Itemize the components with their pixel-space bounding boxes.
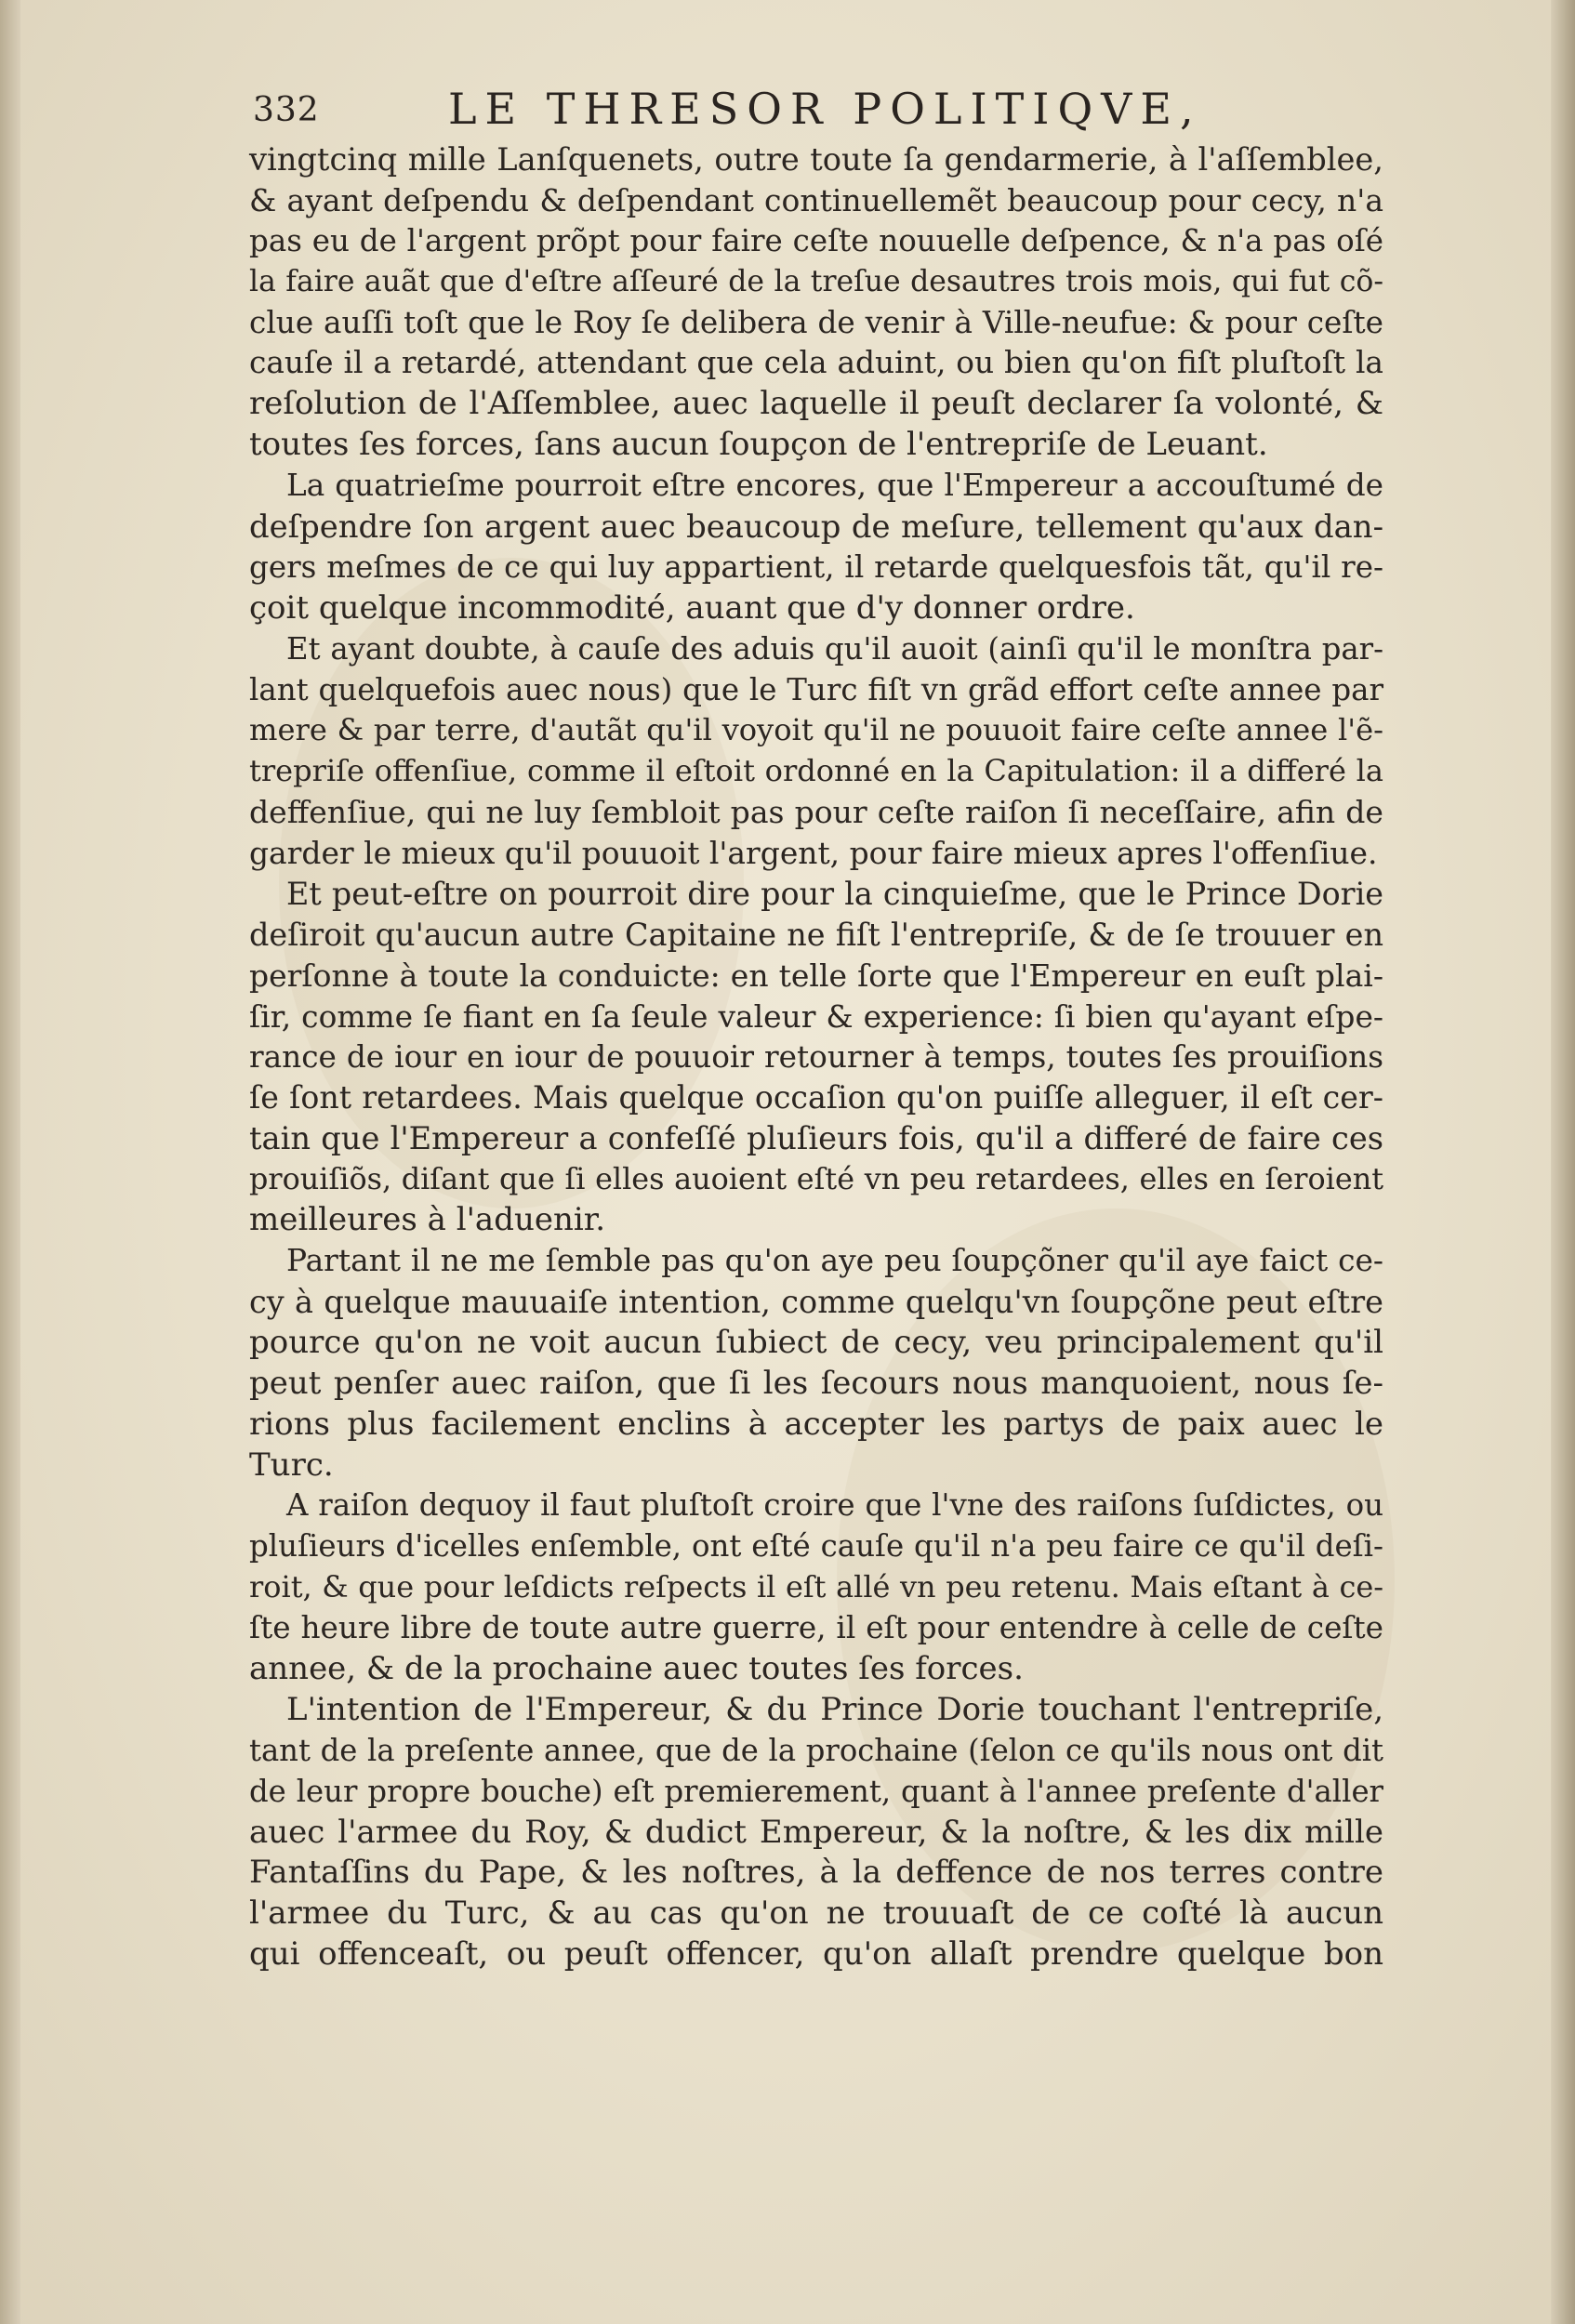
text-line: deſiroit qu'aucun autre Capitaine ne fiſt l'entrepriſe, & de ſe trouuer en <box>249 916 1383 953</box>
text-line: garder le mieux qu'il pouuoit l'argent, pour faire mieux apres l'offenſiue. <box>249 835 1378 872</box>
body-text <box>249 139 1383 1975</box>
text-line: pource qu'on ne voit aucun ſubiect de cecy, veu principalement qu'il <box>249 1323 1383 1361</box>
text-line: Fantaſſins du Pape, & les noſtres, à la deffence de nos terres contre <box>249 1854 1383 1892</box>
text-line: ſe ſont retardees. Mais quelque occaſion qu'on puiſſe alleguer, il eſt cer- <box>249 1079 1383 1116</box>
text-line: prouiſiõs, diſant que ſi elles auoient eſté vn peu retardees, elles en ſeroient <box>249 1161 1383 1197</box>
text-line: gers meſmes de ce qui luy appartient, il retarde quelquesfois tãt, qu'il re- <box>249 548 1383 585</box>
running-header <box>253 84 1257 139</box>
text-line: cy à quelque mauuaiſe intention, comme quelqu'vn ſoupçõne peut eſtre <box>249 1283 1383 1320</box>
text-line: A raiſon dequoy il faut pluſtoſt croire que l'vne des raiſons ſuſdictes, ou <box>286 1487 1383 1524</box>
text-line: perſonne à toute la conduicte: en telle ſorte que l'Empereur en euſt plai- <box>249 957 1383 994</box>
text-line: tain que l'Empereur a confeſſé pluſieurs fois, qu'il a differé de faire ces <box>249 1120 1383 1157</box>
text-line: rance de iour en iour de pouuoir retourner à temps, toutes ſes prouiſions <box>249 1038 1383 1075</box>
page-number: 332 <box>253 91 320 129</box>
text-line: rions plus facilement enclins à accepter les partys de paix auec le <box>249 1405 1383 1443</box>
text-line: trepriſe offenſiue, comme il eſtoit ordonné en la Capitulation: il a differé la <box>249 753 1383 789</box>
running-title: LE THRESOR POLITIQVE, <box>448 84 1202 134</box>
text-line: meilleures à l'aduenir. <box>249 1201 606 1239</box>
text-line: ſte heure libre de toute autre guerre, il eſt pour entendre à celle de ceſte <box>249 1610 1383 1646</box>
text-line: la faire auãt que d'eſtre aſſeuré de la treſue desautres trois mois, qui fut cõ- <box>249 264 1383 298</box>
text-line: clue auſſi toſt que le Roy ſe delibera de venir à Ville-neufue: & pour ceſte <box>249 304 1383 340</box>
text-line: mere & par terre, d'autãt qu'il voyoit qu'il ne pouuoit faire ceſte annee l'ẽ- <box>249 712 1383 748</box>
text-line: deffenſiue, qui ne luy ſembloit pas pour ceſte raiſon ſi neceſſaire, afin de <box>249 794 1383 831</box>
text-line: pluſieurs d'icelles enſemble, ont eſté cauſe qu'il n'a peu faire ce qu'il deſi- <box>249 1528 1383 1565</box>
text-line: reſolution de l'Aſſemblee, auec laquelle il peuſt declarer ſa volonté, & <box>249 385 1383 423</box>
text-line: pas eu de l'argent prõpt pour faire ceſte nouuelle deſpence, & n'a pas oſé <box>249 222 1383 258</box>
text-line: toutes ſes forces, ſans aucun ſoupçon de l'entrepriſe de Leuant. <box>249 426 1268 464</box>
text-line: Et ayant doubte, à cauſe des aduis qu'il auoit (ainſi qu'il le monſtra par- <box>286 630 1383 667</box>
text-line: La quatrieſme pourroit eſtre encores, que l'Empereur a accouſtumé de <box>286 468 1383 504</box>
text-line: lant quelquefois auec nous) que le Turc fiſt vn grãd effort ceſte annee par <box>249 671 1383 707</box>
text-line: auec l'armee du Roy, & dudict Empereur, & la noſtre, & les dix mille <box>249 1813 1383 1851</box>
text-line: çoit quelque incommodité, auant que d'y donner ordre. <box>249 588 1135 627</box>
text-line: cauſe il a retardé, attendant que cela aduint, ou bien qu'on fiſt pluſtoſt la <box>249 345 1383 381</box>
page-right-edge <box>1551 0 1575 2324</box>
text-line: roit, & que pour leſdicts reſpects il eſt allé vn peu retenu. Mais eſtant à ce- <box>249 1569 1383 1605</box>
text-line: deſpendre ſon argent auec beaucoup de meſure, tellement qu'aux dan- <box>249 508 1383 546</box>
text-line: de leur propre bouche) eſt premierement, quant à l'annee preſente d'aller <box>249 1773 1383 1809</box>
text-line: peut penſer auec raiſon, que ſi les ſecours nous manquoient, nous ſe- <box>249 1364 1383 1402</box>
text-line: Turc. <box>249 1446 334 1484</box>
text-line: Partant il ne me ſemble pas qu'on aye peu ſoupçõner qu'il aye faict ce- <box>286 1243 1383 1279</box>
text-line: L'intention de l'Empereur, & du Prince Dorie touchant l'entrepriſe, <box>286 1690 1383 1728</box>
text-line: vingtcinq mille Lanſquenets, outre toute ſa gendarmerie, à l'aſſemblee, <box>249 141 1383 178</box>
text-line: & ayant deſpendu & deſpendant continuellemẽt beaucoup pour cecy, n'a <box>249 181 1383 218</box>
text-line: tant de la preſente annee, que de la prochaine (ſelon ce qu'ils nous ont dit <box>249 1732 1383 1768</box>
text-line: Et peut-eſtre on pourroit dire pour la cinquieſme, que le Prince Dorie <box>286 876 1383 913</box>
text-line: l'armee du Turc, & au cas qu'on ne trouuaſt de ce coſté là aucun <box>249 1895 1383 1933</box>
text-line: ſir, comme ſe fiant en ſa ſeule valeur & experience: ſi bien qu'ayant eſpe- <box>249 997 1383 1035</box>
text-line: annee, & de la prochaine auec toutes ſes forces. <box>249 1649 1024 1687</box>
page-left-edge <box>0 0 20 2324</box>
text-line: qui offenceaſt, ou peuſt offencer, qu'on allaſt prendre quelque bon <box>249 1935 1383 1974</box>
